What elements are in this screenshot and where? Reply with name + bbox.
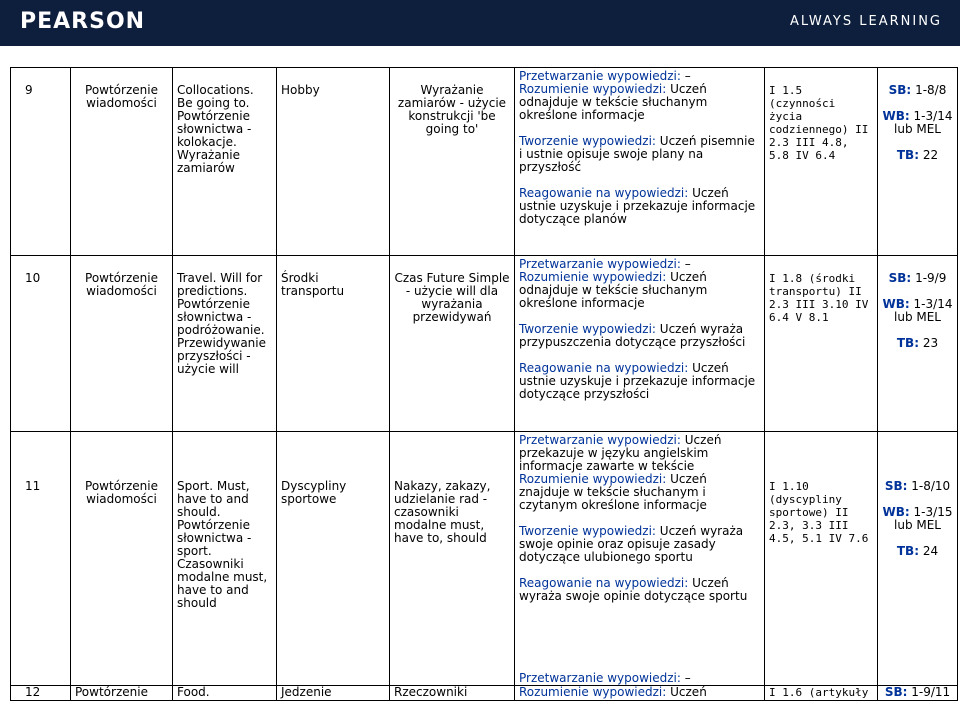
production-label: Tworzenie wypowiedzi: <box>519 524 656 538</box>
lesson-topic: Powtórzenie wiadomości <box>71 68 173 256</box>
tb-value: 24 <box>922 544 939 558</box>
lesson-topic: Powtórzenie wiadomości <box>71 256 173 432</box>
comprehension-text: Uczeń <box>670 685 707 699</box>
reaction-label: Reagowanie na wypowiedzi: <box>519 186 689 200</box>
table-row <box>11 432 958 686</box>
lesson-number: 12 <box>11 686 71 701</box>
activities-cell <box>515 256 765 432</box>
materials-cell <box>878 256 958 432</box>
production-label: Tworzenie wypowiedzi: <box>519 322 656 336</box>
sb-label: SB: <box>884 479 908 493</box>
production-text: Uczeń wyraża przypuszczenia dotyczące przyszłości <box>519 322 746 349</box>
processing-label: Przetwarzanie wypowiedzi: <box>519 69 681 83</box>
comprehension-label: Rozumienie wypowiedzi: <box>519 472 667 486</box>
sb-value: 1-8/8 <box>915 83 947 97</box>
grammar-cell: Rzeczowniki <box>390 686 515 701</box>
processing-label: Przetwarzanie wypowiedzi: <box>519 257 681 271</box>
curriculum-cell: I 1.8 (środki transportu) II 2.3 III 3.10 IV 6.4 V 8.1 <box>765 256 878 432</box>
activities-cell <box>515 671 765 701</box>
sb-label: SB: <box>888 271 912 285</box>
brand-logo: PEARSON <box>20 9 146 34</box>
production-text: Uczeń pisemnie i ustnie opisuje swoje plany na przyszłość <box>519 134 755 174</box>
lesson-topic: Powtórzenie wiadomości <box>71 432 173 686</box>
activities-cell <box>515 68 765 256</box>
sb-value: 1-9/11 <box>911 685 951 699</box>
wb-value: 1-3/15 lub MEL <box>894 505 953 532</box>
lexis-cell: Hobby <box>277 68 390 256</box>
sb-label: SB: <box>884 685 908 699</box>
sb-label: SB: <box>888 83 912 97</box>
table-row <box>11 686 958 701</box>
grammar-cell: Czas Future Simple - użycie will dla wyrażania przewidywań <box>390 256 515 432</box>
table-row <box>11 256 958 432</box>
production-text: Uczeń wyraża swoje opinie oraz opisuje zasady dotyczące ulubionego sportu <box>519 524 744 564</box>
comprehension-label: Rozumienie wypowiedzi: <box>519 685 667 699</box>
reaction-label: Reagowanie na wypowiedzi: <box>519 576 689 590</box>
wb-label: WB: <box>882 505 910 519</box>
wb-label: WB: <box>882 109 910 123</box>
sb-value: 1-9/9 <box>915 271 947 285</box>
reaction-text: Uczeń ustnie uzyskuje i przekazuje informacje dotyczące przyszłości <box>519 361 756 401</box>
comprehension-label: Rozumienie wypowiedzi: <box>519 82 667 96</box>
brand-tagline: ALWAYS LEARNING <box>789 14 942 29</box>
processing-text: Uczeń przekazuje w języku angielskim informacje zawarte w tekście <box>519 433 722 473</box>
sb-value: 1-8/10 <box>911 479 951 493</box>
wb-value: 1-3/14 lub MEL <box>894 297 953 324</box>
comprehension-text: Uczeń odnajduje w tekście słuchanym określone informacje <box>519 270 708 310</box>
lesson-topic: Powtórzenie <box>71 686 173 701</box>
table-row <box>11 68 958 256</box>
grammar-cell: Nakazy, zakazy, udzielanie rad - czasowniki modalne must, have to, should <box>390 432 515 686</box>
comprehension-text: Uczeń odnajduje w tekście słuchanym określone informacje <box>519 82 708 122</box>
header-separator <box>0 46 960 54</box>
wb-value: 1-3/14 lub MEL <box>894 109 953 136</box>
comprehension-label: Rozumienie wypowiedzi: <box>519 270 667 284</box>
vocabulary-cell: Sport. Must, have to and should. Powtórzenie słownictwa - sport. Czasowniki modalne must, have to and should <box>173 432 277 686</box>
materials-cell <box>878 68 958 256</box>
curriculum-cell: I 1.5 (czynności życia codziennego) II 2.3 III 4.8, 5.8 IV 6.4 <box>765 68 878 256</box>
processing-label: Przetwarzanie wypowiedzi: <box>519 671 681 685</box>
processing-text: – <box>684 671 691 685</box>
vocabulary-cell: Collocations. Be going to. Powtórzenie słownictwa - kolokacje. Wyrażanie zamiarów <box>173 68 277 256</box>
curriculum-cell: I 1.6 (artykuły <box>765 686 878 701</box>
reaction-label: Reagowanie na wypowiedzi: <box>519 361 689 375</box>
reaction-text: Uczeń ustnie uzyskuje i przekazuje informacje dotyczące planów <box>519 186 756 226</box>
lesson-plan-table <box>10 67 958 701</box>
activities-cell <box>515 432 765 686</box>
lesson-number: 11 <box>11 432 71 686</box>
materials-cell <box>878 686 958 701</box>
tb-label: TB: <box>896 336 920 350</box>
processing-label: Przetwarzanie wypowiedzi: <box>519 433 681 447</box>
tb-label: TB: <box>896 544 920 558</box>
header-bar <box>0 0 960 46</box>
tb-value: 22 <box>922 148 939 162</box>
vocabulary-cell: Travel. Will for predictions. Powtórzenie słownictwa - podróżowanie. Przewidywanie przyszłości - użycie will <box>173 256 277 432</box>
tb-value: 23 <box>922 336 939 350</box>
lesson-number: 9 <box>11 68 71 256</box>
grammar-cell: Wyrażanie zamiarów - użycie konstrukcji 'be going to' <box>390 68 515 256</box>
lexis-cell: Środki transportu <box>277 256 390 432</box>
lexis-cell: Jedzenie <box>277 686 390 701</box>
processing-text: – <box>684 69 691 83</box>
vocabulary-cell: Food. <box>173 686 277 701</box>
curriculum-cell: I 1.10 (dyscypliny sportowe) II 2.3, 3.3 III 4.5, 5.1 IV 7.6 <box>765 432 878 686</box>
materials-cell <box>878 432 958 686</box>
processing-text: – <box>684 257 691 271</box>
lexis-cell: Dyscypliny sportowe <box>277 432 390 686</box>
production-label: Tworzenie wypowiedzi: <box>519 134 656 148</box>
lesson-number: 10 <box>11 256 71 432</box>
comprehension-text: Uczeń znajduje w tekście słuchanym i czytanym określone informacje <box>519 472 707 512</box>
tb-label: TB: <box>896 148 920 162</box>
wb-label: WB: <box>882 297 910 311</box>
reaction-text: Uczeń wyraża swoje opinie dotyczące sportu <box>519 576 748 603</box>
